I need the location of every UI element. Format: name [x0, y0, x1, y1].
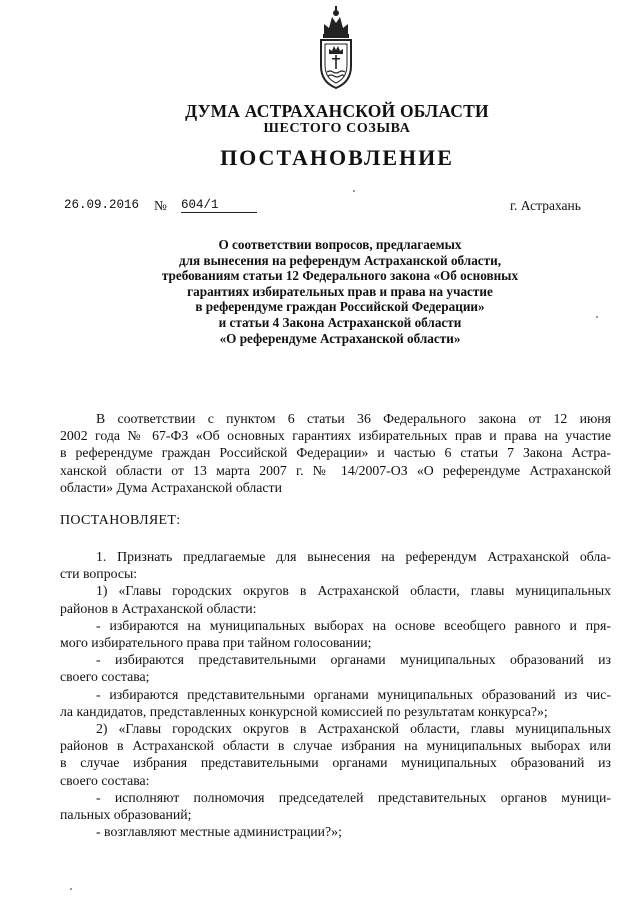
text-line: своего состава; — [60, 669, 150, 685]
title-line: О соответствии вопросов, предлагаемых — [218, 237, 462, 252]
scan-speck — [353, 190, 355, 192]
text-line: сти вопросы: — [60, 566, 138, 582]
text-line: пальных образований; — [60, 807, 192, 823]
text-line: - исполняют полномочия председателей представительных органов муници- — [96, 789, 611, 805]
preamble-paragraph — [60, 410, 611, 496]
title-line: и статьи 4 Закона Астраханской области — [218, 314, 462, 330]
text-line: 2) «Главы городских округов в Астраханской области, главы муниципальных — [96, 721, 611, 737]
document-date: 26.09.2016 — [64, 198, 140, 212]
document-number: 604/1 — [181, 198, 257, 213]
text-line: ла кандидатов, представленных конкурсной комиссией по результатам конкурса?»; — [60, 703, 548, 719]
title-line: в референдуме граждан Российской Федерации» — [195, 299, 485, 315]
title-line: «О референдуме Астраханской области» — [219, 330, 461, 346]
text-line: 1) «Главы городских округов в Астраханской области, главы муниципальных — [96, 583, 611, 599]
document-city: г. Астрахань — [510, 198, 581, 213]
text-line: в референдуме граждан Российской Федерации» и частью 6 статьи 7 Закона Астра- — [60, 445, 611, 461]
number-sign: № — [154, 198, 167, 213]
text-line: - избираются представительными органами муниципальных образований из чис- — [96, 686, 611, 702]
document-title — [60, 237, 620, 346]
text-line: - избираются представительными органами муниципальных образований из — [96, 652, 611, 668]
coat-of-arms-icon — [312, 4, 360, 92]
scan-speck — [596, 316, 598, 318]
text-line: В соответствии с пунктом 6 статьи 36 Федерального закона от 12 июня — [96, 411, 611, 426]
text-line: - возглавляют местные администрации?»; — [96, 824, 342, 840]
document-type-heading: ПОСТАНОВЛЕНИЕ — [220, 145, 454, 170]
text-line: своего состава: — [60, 772, 150, 788]
text-line: ханской области от 13 марта 2007 г. № 14/2007-ОЗ «О референдуме Астраханской — [60, 462, 611, 478]
text-line: районов в Астраханской области в случае избрания на муниципальных выборах или — [60, 738, 611, 754]
text-line: мого избирательного права при тайном голосовании; — [60, 635, 372, 651]
convocation-label: ШЕСТОГО СОЗЫВА — [263, 121, 411, 136]
title-line: для вынесения на референдум Астраханской области, — [178, 252, 502, 268]
text-line: 2002 года № 67-ФЗ «Об основных гарантиях избирательных прав и права на участие — [60, 428, 611, 444]
text-line: районов в Астраханской области: — [60, 600, 257, 616]
title-line: гарантиях избирательных прав и права на участие — [187, 283, 493, 299]
organization-name: ДУМА АСТРАХАНСКОЙ ОБЛАСТИ — [185, 101, 489, 121]
text-line: в случае избрания представительными органами муниципальных образований из — [60, 755, 611, 771]
text-line: 1. Признать предлагаемые для вынесения на референдум Астраханской обла- — [96, 549, 611, 564]
text-line: области» Дума Астраханской области — [60, 479, 282, 495]
resolves-heading: ПОСТАНОВЛЯЕТ: — [60, 513, 181, 528]
scan-speck — [70, 888, 72, 890]
title-line: требованиям статьи 12 Федерального закона «Об основных — [161, 268, 519, 284]
text-line: - избираются на муниципальных выборах на основе всеобщего равного и пря- — [96, 617, 611, 633]
resolution-items — [60, 548, 611, 840]
